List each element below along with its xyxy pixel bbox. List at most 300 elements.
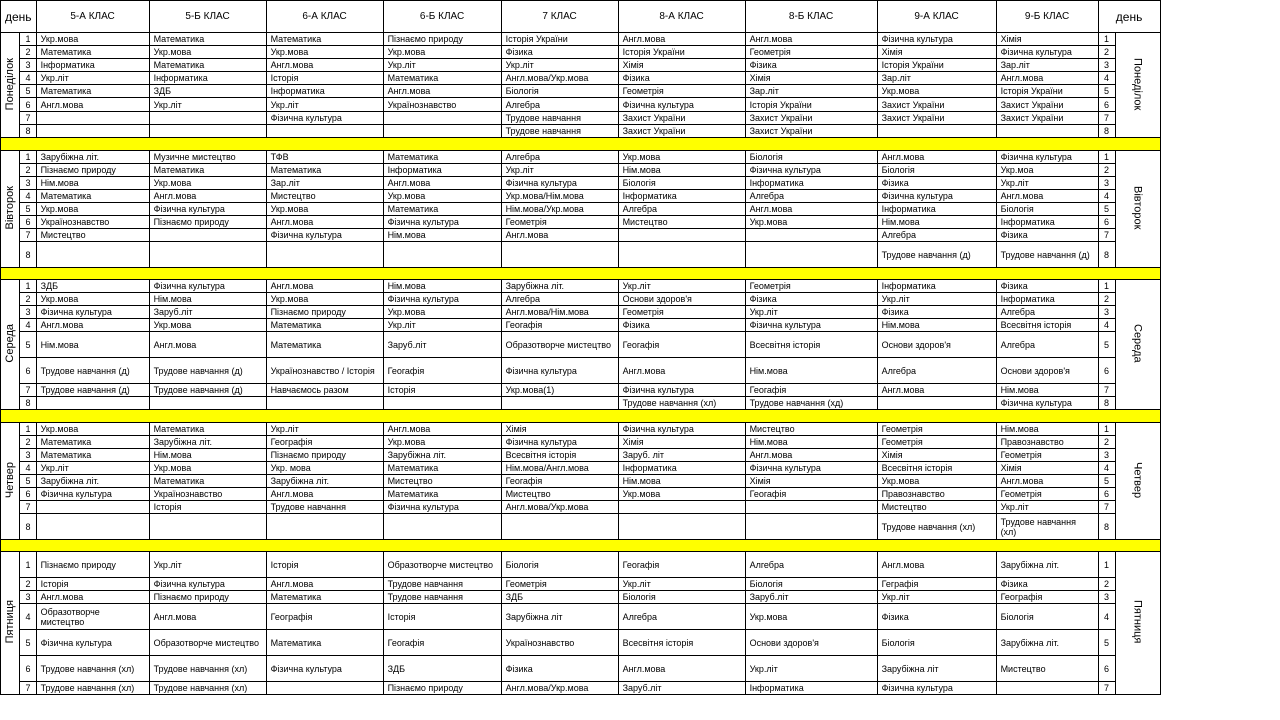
subject-cell: Укр.мова(1) [501, 384, 618, 397]
subject-cell: Трудове навчання (хл) [36, 682, 149, 695]
subject-cell: Інформатика [149, 72, 266, 85]
subject-cell: Біологія [996, 203, 1098, 216]
subject-cell: Алгебра [618, 203, 745, 216]
separator-bar [1, 138, 1161, 151]
subject-cell: Пізнаємо природу [149, 216, 266, 229]
lesson-row [1, 59, 1161, 72]
subject-cell: Зар.літ [877, 72, 996, 85]
subject-cell [996, 125, 1098, 138]
class-header: 5-Б КЛАС [149, 1, 266, 33]
subject-cell: Англ.мова/Укр.мова [501, 682, 618, 695]
subject-cell [618, 501, 745, 514]
lesson-number-right: 1 [1098, 423, 1115, 436]
subject-cell: Англ.мова [266, 59, 383, 72]
subject-cell: ЗДБ [36, 280, 149, 293]
lesson-number: 1 [20, 33, 36, 46]
subject-cell: Біологія [618, 177, 745, 190]
subject-cell: Музичне мистецтво [149, 151, 266, 164]
subject-cell: Англ.мова [877, 151, 996, 164]
subject-cell: Укр.мова/Нім.мова [501, 190, 618, 203]
lesson-row [1, 501, 1161, 514]
subject-cell: Захист України [877, 112, 996, 125]
subject-cell: Інформатика [745, 682, 877, 695]
day-label-left [1, 33, 20, 138]
lesson-number: 8 [20, 397, 36, 410]
day-separator [1, 138, 1161, 151]
subject-cell: Математика [149, 33, 266, 46]
lesson-number-right: 3 [1098, 177, 1115, 190]
subject-cell [149, 125, 266, 138]
subject-cell: Фізична культура [877, 33, 996, 46]
subject-cell: Математика [383, 203, 501, 216]
subject-cell: Зар.літ [745, 85, 877, 98]
subject-cell [36, 125, 149, 138]
lesson-number-right: 7 [1098, 112, 1115, 125]
subject-cell: Фізична культура [266, 112, 383, 125]
subject-cell: Англ.мова/Укр.мова [501, 72, 618, 85]
subject-cell: Укр.мова [618, 488, 745, 501]
subject-cell: Заруб.літ [618, 682, 745, 695]
subject-cell: Алгебра [996, 332, 1098, 358]
subject-cell: Математика [266, 591, 383, 604]
subject-cell: Правознавство [877, 488, 996, 501]
subject-cell: Геогафія [383, 358, 501, 384]
subject-cell: Історія [383, 384, 501, 397]
lesson-number-right: 8 [1098, 242, 1115, 268]
class-header: 8-А КЛАС [618, 1, 745, 33]
lesson-number-right: 1 [1098, 151, 1115, 164]
subject-cell [36, 242, 149, 268]
subject-cell: Хімія [618, 59, 745, 72]
subject-cell: Укр.літ [877, 293, 996, 306]
day-header-left: день [1, 1, 37, 33]
subject-cell [877, 125, 996, 138]
subject-cell: Англ.мова [383, 177, 501, 190]
subject-cell: Зарубіжна літ. [36, 151, 149, 164]
subject-cell: Пізнаємо природу [383, 682, 501, 695]
subject-cell: Геометрія [996, 449, 1098, 462]
subject-cell: Фізична культура [877, 190, 996, 203]
subject-cell: Укр.мова [149, 462, 266, 475]
day-label-right [1115, 33, 1160, 138]
subject-cell: Трудове навчання (хл) [149, 682, 266, 695]
subject-cell: Англ.мова/Нім.мова [501, 306, 618, 319]
subject-cell: Історія України [501, 33, 618, 46]
class-header: 8-Б КЛАС [745, 1, 877, 33]
subject-cell: Фізика [618, 72, 745, 85]
subject-cell: Пізнаємо природу [149, 591, 266, 604]
subject-cell: Біологія [877, 164, 996, 177]
subject-cell: Біологія [745, 151, 877, 164]
subject-cell: Англ.мова [36, 591, 149, 604]
lesson-number: 7 [20, 112, 36, 125]
day-name: Пятниця [4, 600, 17, 644]
subject-cell: Зарубіжна літ. [149, 436, 266, 449]
subject-cell: Основи здоров'я [618, 293, 745, 306]
subject-cell [266, 514, 383, 540]
subject-cell: Математика [36, 85, 149, 98]
subject-cell: Нім.мова [36, 177, 149, 190]
subject-cell: Трудове навчання [383, 578, 501, 591]
subject-cell: Англ.мова [745, 449, 877, 462]
subject-cell: Укр.мова [36, 293, 149, 306]
class-header: 5-А КЛАС [36, 1, 149, 33]
subject-cell [501, 397, 618, 410]
subject-cell: Зар.літ [996, 59, 1098, 72]
lesson-row [1, 630, 1161, 656]
day-name: Вівторок [4, 186, 17, 230]
subject-cell: Нім.мова [36, 332, 149, 358]
lesson-number-right: 2 [1098, 46, 1115, 59]
subject-cell: Алгебра [745, 190, 877, 203]
subject-cell: Образотворче мистецтво [383, 552, 501, 578]
subject-cell [745, 514, 877, 540]
subject-cell: Фізична культура [618, 423, 745, 436]
subject-cell: Мистецтво [745, 423, 877, 436]
subject-cell: Англ.мова [618, 358, 745, 384]
lesson-number-right: 8 [1098, 397, 1115, 410]
subject-cell: Англ.мова [877, 552, 996, 578]
subject-cell: Трудове навчання (хл) [36, 656, 149, 682]
subject-cell: Фізика [745, 293, 877, 306]
lesson-row [1, 306, 1161, 319]
day-name: Середа [1131, 324, 1144, 363]
subject-cell: Укр.літ [36, 462, 149, 475]
subject-cell: Трудове навчання (д) [36, 384, 149, 397]
subject-cell: Фізична культура [149, 203, 266, 216]
subject-cell: Англ.мова [996, 72, 1098, 85]
subject-cell: Нім.мова [745, 436, 877, 449]
subject-cell: Зарубіжна літ. [36, 475, 149, 488]
subject-cell [745, 242, 877, 268]
subject-cell: Хімія [877, 449, 996, 462]
lesson-row [1, 436, 1161, 449]
lesson-number: 6 [20, 358, 36, 384]
subject-cell: Укр.мова [149, 319, 266, 332]
subject-cell: Історія України [745, 98, 877, 112]
day-name: Понеділок [4, 57, 17, 111]
subject-cell: Інформатика [618, 190, 745, 203]
subject-cell: Укр.мова [877, 85, 996, 98]
subject-cell: Англ.мова [745, 33, 877, 46]
subject-cell: Геометрія [618, 85, 745, 98]
subject-cell: Нім.мова [149, 449, 266, 462]
lesson-number: 8 [20, 125, 36, 138]
subject-cell: Укр.літ [501, 59, 618, 72]
day-name: Четвер [4, 461, 17, 499]
subject-cell: Фізична культура [36, 630, 149, 656]
subject-cell: Хімія [877, 46, 996, 59]
subject-cell: Заруб.літ [745, 591, 877, 604]
subject-cell: Інформатика [877, 203, 996, 216]
subject-cell: Трудове навчання [501, 112, 618, 125]
separator-bar [1, 410, 1161, 423]
lesson-row [1, 514, 1161, 540]
subject-cell: Математика [149, 59, 266, 72]
subject-cell: Фізика [877, 604, 996, 630]
subject-cell: Нім.мова/Англ.мова [501, 462, 618, 475]
subject-cell: Укр.мова [745, 604, 877, 630]
lesson-number: 3 [20, 591, 36, 604]
lesson-row [1, 216, 1161, 229]
subject-cell: Геометрія [745, 280, 877, 293]
subject-cell: Англ.мова [501, 229, 618, 242]
lesson-number-right: 6 [1098, 98, 1115, 112]
lesson-row [1, 85, 1161, 98]
subject-cell: Геометрія [618, 306, 745, 319]
lesson-row [1, 656, 1161, 682]
subject-cell: Географія [996, 591, 1098, 604]
subject-cell: Англ.мова [36, 98, 149, 112]
lesson-number: 5 [20, 203, 36, 216]
lesson-number: 6 [20, 98, 36, 112]
lesson-number-right: 6 [1098, 488, 1115, 501]
subject-cell: Геогафія [501, 319, 618, 332]
lesson-row [1, 125, 1161, 138]
subject-cell: Англ.мова [996, 475, 1098, 488]
lesson-row [1, 98, 1161, 112]
subject-cell: Фізична культура [266, 656, 383, 682]
subject-cell [501, 514, 618, 540]
subject-cell: ЗДБ [149, 85, 266, 98]
day-separator [1, 540, 1161, 552]
subject-cell: Українознавство [149, 488, 266, 501]
subject-cell: Математика [36, 46, 149, 59]
subject-cell: Нім.мова [149, 293, 266, 306]
day-label-left [1, 151, 20, 268]
subject-cell: Укр.літ [383, 319, 501, 332]
lesson-number-right: 7 [1098, 682, 1115, 695]
lesson-number-right: 3 [1098, 59, 1115, 72]
subject-cell: Укр.літ [745, 306, 877, 319]
lesson-row [1, 72, 1161, 85]
subject-cell: Нім.мова [383, 229, 501, 242]
subject-cell: Англ.мова [877, 384, 996, 397]
subject-cell: Трудове навчання (хл) [877, 514, 996, 540]
subject-cell: Нім.мова [618, 164, 745, 177]
subject-cell: Пізнаємо природу [266, 449, 383, 462]
lesson-number: 3 [20, 59, 36, 72]
subject-cell: Історія [383, 604, 501, 630]
subject-cell: Англ.мова [618, 656, 745, 682]
lesson-number-right: 8 [1098, 125, 1115, 138]
subject-cell: Трудове навчання (хл) [149, 656, 266, 682]
subject-cell: Математика [383, 488, 501, 501]
subject-cell: Біологія [501, 552, 618, 578]
subject-cell: Захист України [745, 125, 877, 138]
lesson-row [1, 203, 1161, 216]
day-name: Четвер [1131, 461, 1144, 499]
lesson-number-right: 8 [1098, 514, 1115, 540]
subject-cell: Інформатика [996, 216, 1098, 229]
subject-cell: Укр. мова [266, 462, 383, 475]
subject-cell: Біологія [745, 578, 877, 591]
subject-cell: Укр.літ [36, 72, 149, 85]
subject-cell: Укр.мова [266, 293, 383, 306]
lesson-number-right: 4 [1098, 190, 1115, 203]
subject-cell: Математика [266, 164, 383, 177]
subject-cell: Англ.мова [745, 203, 877, 216]
lesson-number: 1 [20, 280, 36, 293]
subject-cell: Нім.мова [383, 280, 501, 293]
subject-cell: Трудове навчання [383, 591, 501, 604]
subject-cell: Біологія [501, 85, 618, 98]
subject-cell: Математика [383, 462, 501, 475]
subject-cell: Англ.мова [36, 319, 149, 332]
lesson-number-right: 4 [1098, 604, 1115, 630]
subject-cell: Мистецтво [618, 216, 745, 229]
subject-cell: Фізика [501, 656, 618, 682]
subject-cell: Фізика [996, 280, 1098, 293]
subject-cell: Англ.мова [266, 578, 383, 591]
subject-cell: Англ.мова [266, 488, 383, 501]
subject-cell: Зарубіжна літ [501, 604, 618, 630]
subject-cell: Інформатика [877, 280, 996, 293]
subject-cell: Мистецтво [877, 501, 996, 514]
separator-bar [1, 540, 1161, 552]
subject-cell: Інформатика [266, 85, 383, 98]
subject-cell: Англ.мова [266, 280, 383, 293]
subject-cell: Фізика [745, 59, 877, 72]
subject-cell: Образотворче мистецтво [501, 332, 618, 358]
subject-cell: Українознавство [383, 98, 501, 112]
lesson-row [1, 462, 1161, 475]
day-label-left [1, 552, 20, 695]
subject-cell: Математика [149, 164, 266, 177]
subject-cell: Математика [266, 630, 383, 656]
lesson-number-right: 1 [1098, 552, 1115, 578]
subject-cell: Укр.літ [996, 501, 1098, 514]
subject-cell: Інформатика [383, 164, 501, 177]
subject-cell: Геогафія [745, 384, 877, 397]
lesson-row [1, 332, 1161, 358]
lesson-number: 1 [20, 552, 36, 578]
subject-cell: Основи здоров'я [996, 358, 1098, 384]
lesson-row [1, 397, 1161, 410]
lesson-number: 3 [20, 306, 36, 319]
lesson-number-right: 2 [1098, 293, 1115, 306]
subject-cell: Всесвітня історія [877, 462, 996, 475]
subject-cell [36, 112, 149, 125]
subject-cell: Зарубіжна літ. [266, 475, 383, 488]
subject-cell: Алгебра [877, 358, 996, 384]
lesson-number: 7 [20, 384, 36, 397]
subject-cell [618, 514, 745, 540]
subject-cell: Мистецтво [501, 488, 618, 501]
lesson-number: 6 [20, 488, 36, 501]
subject-cell: Інформатика [996, 293, 1098, 306]
subject-cell: Трудове навчання (д) [36, 358, 149, 384]
subject-cell: ЗДБ [383, 656, 501, 682]
day-name: Пятниця [1131, 600, 1144, 644]
subject-cell [149, 397, 266, 410]
subject-cell: Фізична культура [996, 397, 1098, 410]
subject-cell: Нім.мова [745, 358, 877, 384]
day-separator [1, 410, 1161, 423]
day-label-left [1, 280, 20, 410]
subject-cell: Укр.моа [996, 164, 1098, 177]
subject-cell: Правознавство [996, 436, 1098, 449]
lesson-number: 2 [20, 293, 36, 306]
lesson-number-right: 7 [1098, 229, 1115, 242]
subject-cell: Англ.мова/Укр.мова [501, 501, 618, 514]
subject-cell: Фізика [996, 229, 1098, 242]
subject-cell: Інформатика [618, 462, 745, 475]
class-header: 6-Б КЛАС [383, 1, 501, 33]
subject-cell: Захист України [618, 112, 745, 125]
lesson-row [1, 591, 1161, 604]
subject-cell: Трудове навчання (д) [996, 242, 1098, 268]
subject-cell: Трудове навчання (д) [877, 242, 996, 268]
day-label-right [1115, 151, 1160, 268]
lesson-number-right: 3 [1098, 449, 1115, 462]
lesson-row [1, 190, 1161, 203]
lesson-number-right: 5 [1098, 630, 1115, 656]
subject-cell: Математика [36, 190, 149, 203]
lesson-row [1, 475, 1161, 488]
subject-cell: Пізнаємо природу [36, 164, 149, 177]
lesson-number: 3 [20, 177, 36, 190]
subject-cell: Фізична культура [501, 177, 618, 190]
subject-cell [877, 397, 996, 410]
lesson-row [1, 682, 1161, 695]
subject-cell: Українознавство [501, 630, 618, 656]
subject-cell: Укр.мова [149, 177, 266, 190]
subject-cell: Історія України [877, 59, 996, 72]
lesson-row [1, 604, 1161, 630]
subject-cell [266, 397, 383, 410]
lesson-row [1, 164, 1161, 177]
subject-cell: Геометрія [501, 216, 618, 229]
subject-cell: Фізична культура [996, 46, 1098, 59]
subject-cell: Фізика [996, 578, 1098, 591]
lesson-number: 2 [20, 578, 36, 591]
header-row [1, 1, 1161, 33]
day-name: Середа [4, 324, 17, 363]
subject-cell: Образотворче мистецтво [149, 630, 266, 656]
subject-cell: Зарубіжна літ. [383, 449, 501, 462]
lesson-row [1, 229, 1161, 242]
subject-cell: Українознавство [36, 216, 149, 229]
subject-cell: Математика [266, 33, 383, 46]
subject-cell: Фізична культура [745, 319, 877, 332]
lesson-row [1, 319, 1161, 332]
subject-cell: Англ.мова [149, 190, 266, 203]
lesson-number: 7 [20, 229, 36, 242]
subject-cell: Історія [149, 501, 266, 514]
subject-cell: Основи здоров'я [745, 630, 877, 656]
subject-cell: Укр.мова [383, 190, 501, 203]
lesson-number-right: 6 [1098, 656, 1115, 682]
subject-cell: Фізична культура [501, 358, 618, 384]
subject-cell: Захист України [877, 98, 996, 112]
lesson-number: 8 [20, 514, 36, 540]
lesson-row [1, 33, 1161, 46]
subject-cell: Геометрія [996, 488, 1098, 501]
subject-cell: Укр.літ [745, 656, 877, 682]
lesson-number: 5 [20, 630, 36, 656]
subject-cell: Зарубіжна літ. [501, 280, 618, 293]
subject-cell: Фізична культура [149, 578, 266, 591]
subject-cell: Історія [36, 578, 149, 591]
lesson-number: 3 [20, 449, 36, 462]
lesson-number-right: 4 [1098, 462, 1115, 475]
class-header: 9-Б КЛАС [996, 1, 1098, 33]
subject-cell: Всесвітня історія [501, 449, 618, 462]
day-label-right [1115, 423, 1160, 540]
subject-cell: Алгебра [618, 604, 745, 630]
subject-cell: Біологія [877, 630, 996, 656]
